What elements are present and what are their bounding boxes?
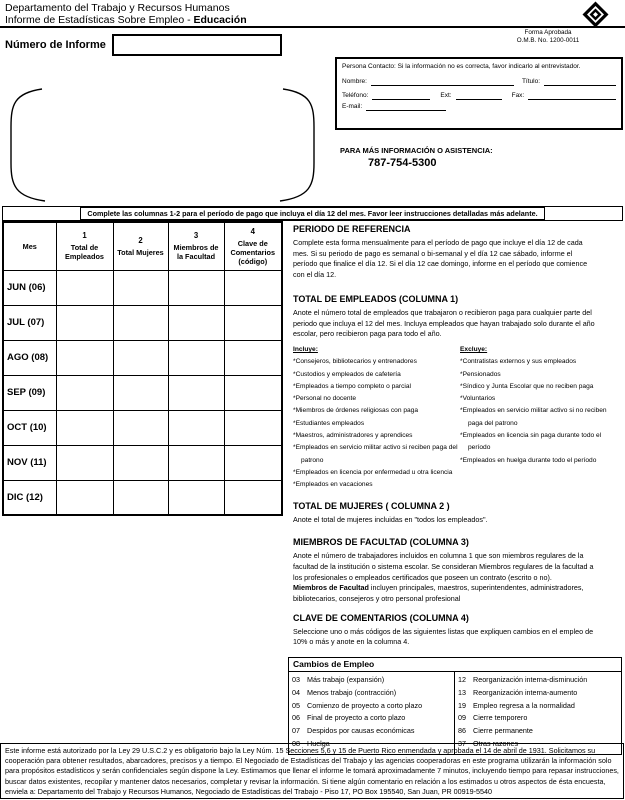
miembros-heading: MIEMBROS DE FACULTAD (COLUMNA 3) xyxy=(293,537,469,548)
col3-number: 3 xyxy=(193,231,199,241)
instruction-banner xyxy=(2,206,623,221)
contact-name-row xyxy=(342,78,616,86)
col2-number: 2 xyxy=(138,235,143,245)
omb-number: O.M.B. No. 1200-0011 xyxy=(516,36,580,44)
incluye-item: *Empleados en licencia por enfermedad u otra licencia xyxy=(293,468,453,476)
month-label: JUL (07) xyxy=(3,305,56,340)
cell-oct-mujeres[interactable] xyxy=(113,410,168,445)
code-number: 19 xyxy=(458,700,466,710)
code-label: Más trabajo (expansión) xyxy=(307,675,385,684)
table-header-row xyxy=(3,222,282,270)
report-number-input[interactable] xyxy=(112,34,282,56)
phone-label: Teléfono: xyxy=(342,91,369,99)
excluye-label: Excluye: xyxy=(460,345,488,353)
incluye-column xyxy=(293,344,460,492)
cell-oct-facultad[interactable] xyxy=(168,410,224,445)
code-item xyxy=(289,712,454,725)
cell-dic-facultad[interactable] xyxy=(168,480,224,515)
table-row-dic xyxy=(3,480,282,515)
code-label: Reorganización interna-aumento xyxy=(473,687,578,697)
form-header xyxy=(5,2,247,26)
col3-label: Miembros de la Facultad xyxy=(173,243,219,262)
report-number-label: Número de Informe xyxy=(5,39,106,51)
code-label: Cierre temporero xyxy=(473,713,528,723)
code-label: Despidos por causas económicas xyxy=(307,726,415,736)
code-number: 09 xyxy=(458,713,466,723)
contact-box xyxy=(335,57,623,130)
code-item xyxy=(455,725,621,738)
col2-label: Total Mujeres xyxy=(117,247,164,257)
table-row-sep xyxy=(3,375,282,410)
incluye-item: *Empleados a tiempo completo o parcial xyxy=(293,382,412,390)
report-title-text: Informe de Estadísticas Sobre Empleo - xyxy=(5,14,194,26)
code-item xyxy=(289,700,454,713)
instruction-banner-text: Complete las columnas 1-2 para el período de pago que incluya el día 12 del mes. Favor leer instrucciones detalladas más adelante. xyxy=(80,207,544,220)
department-title: Departamento del Trabajo y Recursos Humanos xyxy=(5,2,230,14)
ext-field[interactable] xyxy=(456,92,502,100)
cell-sep-empleados[interactable] xyxy=(56,375,113,410)
code-item xyxy=(455,700,621,713)
incluye-item: *Estudiantes empleados xyxy=(293,419,365,427)
miembros-body2-text: incluyen principales, maestros, superintendentes, administradores, bibliotecarios, consejeros y otro personal profesional xyxy=(293,583,584,603)
col-header-2 xyxy=(113,222,168,270)
col-header-mes xyxy=(3,222,56,270)
incluye-item: *Empleados en vacaciones xyxy=(293,481,373,489)
col-header-4 xyxy=(224,222,282,270)
clave-body: Seleccione uno o más códigos de las siguientes listas que expliquen cambios en el empleo de 10% o más y anote en la columna 4. xyxy=(293,626,594,647)
cell-jul-facultad[interactable] xyxy=(168,305,224,340)
cell-nov-clave[interactable] xyxy=(224,445,282,480)
cell-dic-clave[interactable] xyxy=(224,480,282,515)
cell-dic-empleados[interactable] xyxy=(56,480,113,515)
total-empleados-body: Anote el número total de empleados que trabajaron o recibieron paga para cualquier parte del periodo que incluya el 12 del mes. Incluya empleados que hayan trabajado solo durante el año escolar, pero recibieron paga para todo el año. xyxy=(293,307,595,339)
total-empleados-heading: TOTAL DE EMPLEADOS (COLUMNA 1) xyxy=(293,293,459,304)
cambios-empleo-columns xyxy=(289,672,621,754)
report-title-bold: Educación xyxy=(193,14,247,26)
cell-ago-mujeres[interactable] xyxy=(113,340,168,375)
col-header-1 xyxy=(56,222,113,270)
title-field[interactable] xyxy=(544,78,616,86)
table-row-oct xyxy=(3,410,282,445)
cell-ago-clave[interactable] xyxy=(224,340,282,375)
cell-jun-empleados[interactable] xyxy=(56,270,113,305)
assistance-phone: 787-754-5300 xyxy=(368,157,437,169)
legal-footer: Este informe está autorizado por la Ley 29 U.S.C.2 y es obligatorio bajo la Ley Núm. 15 Secciones 5,6 y 15 de Puerto Rico enmendada y aprobada el 14 de abril de 1931. Solicitamos su cooperación para obtener resultados, abarcadores, precisos y a tiempo. El Negociado de Estadísticas del Trabajo y las agencias cooperadoras en este programa utilizarán la información solo para propósitos estadísticos y serán confidenciales según dispone la Ley. Estimamos que llenar el informe le tomará aproximadamente 7 minutos, incluyendo tiempo para repasar instrucciones, buscar datos existentes, recopilar y mantener datos necesarios, completar y revisar la información. Si tiene algún comentario en relación a los estimados u otros aspectos de ésta encuesta, enviela a: Departamento del Trabajo y Recursos Humanos, Negociado de Estadísticas del Trabajo - Piso 17, PO Box 195540, San Juan, PR 00919-5540 xyxy=(0,743,624,799)
phone-field[interactable] xyxy=(372,92,430,100)
code-label: Cierre permanente xyxy=(473,726,533,736)
incluye-item: *Miembros de órdenes religiosas con paga xyxy=(293,407,418,415)
col1-label: Total de Empleados xyxy=(65,243,104,262)
cell-nov-facultad[interactable] xyxy=(168,445,224,480)
table-row-ago xyxy=(3,340,282,375)
col4-number: 4 xyxy=(250,226,255,236)
cell-nov-empleados[interactable] xyxy=(56,445,113,480)
fax-field[interactable] xyxy=(528,92,616,100)
cell-jun-facultad[interactable] xyxy=(168,270,224,305)
cell-sep-facultad[interactable] xyxy=(168,375,224,410)
cell-jul-mujeres[interactable] xyxy=(113,305,168,340)
email-field[interactable] xyxy=(366,103,446,111)
cell-jul-empleados[interactable] xyxy=(56,305,113,340)
code-item xyxy=(289,687,454,700)
col4-label: Clave de Comentarios (código) xyxy=(230,238,276,266)
include-exclude-lists xyxy=(293,344,623,492)
code-item xyxy=(455,674,621,687)
code-number: 04 xyxy=(292,687,300,697)
incluye-item: *Custodios y empleados de cafetería xyxy=(293,370,401,378)
employment-table xyxy=(2,221,283,516)
excluye-item: *Empleados en servicio militar activo si no reciben paga del patrono xyxy=(460,407,607,427)
assistance-label: PARA MÁS INFORMACIÓN O ASISTENCIA: xyxy=(340,146,493,155)
name-label: Nombre: xyxy=(342,77,367,85)
month-label: NOV (11) xyxy=(3,445,56,480)
excluye-column xyxy=(460,344,623,492)
incluye-item: *Maestros, administradores y aprendices xyxy=(293,432,413,439)
code-number: 13 xyxy=(458,687,466,697)
header-divider xyxy=(0,26,625,28)
code-label: Reorganización interna-disminución xyxy=(473,675,588,684)
code-label: Comienzo de proyecto a corto plazo xyxy=(307,700,423,710)
codes-left-column xyxy=(289,672,455,754)
incluye-label: Incluye: xyxy=(293,345,318,353)
excluye-item: *Voluntarios xyxy=(460,395,496,403)
cell-oct-clave[interactable] xyxy=(224,410,282,445)
cell-sep-mujeres[interactable] xyxy=(113,375,168,410)
report-title xyxy=(5,14,247,26)
cell-dic-mujeres[interactable] xyxy=(113,480,168,515)
email-label: E-mail: xyxy=(342,102,363,110)
incluye-item: *Empleados en servicio militar activo si reciben paga del patrono xyxy=(293,444,458,464)
code-label: Empleo regresa a la normalidad xyxy=(473,700,575,710)
code-item xyxy=(289,725,454,738)
month-label: JUN (06) xyxy=(3,270,56,305)
month-label: OCT (10) xyxy=(3,410,56,445)
code-number: 03 xyxy=(292,675,300,684)
title-label: Título: xyxy=(521,77,540,85)
cell-ago-empleados[interactable] xyxy=(56,340,113,375)
code-item xyxy=(455,712,621,725)
mes-header-label: Mes xyxy=(22,241,37,251)
name-field[interactable] xyxy=(371,78,514,86)
address-window-brackets xyxy=(0,85,330,205)
code-number: 86 xyxy=(458,726,466,736)
excluye-item: *Contratistas externos y sus empleados xyxy=(460,358,577,366)
excluye-item: *Empleados en huelga durante todo el período xyxy=(460,456,597,464)
cell-nov-mujeres[interactable] xyxy=(113,445,168,480)
table-row-jun xyxy=(3,270,282,305)
miembros-bold-lead: Miembros de Facultad xyxy=(293,583,369,593)
cell-sep-clave[interactable] xyxy=(224,375,282,410)
cell-ago-facultad[interactable] xyxy=(168,340,224,375)
cambios-empleo-title: Cambios de Empleo xyxy=(289,658,621,672)
contact-intro: Persona Contacto: Si la información no es correcta, favor indicarlo al entrevistador. xyxy=(342,63,581,70)
incluye-item: *Personal no docente xyxy=(293,395,357,403)
code-label: Menos trabajo (contracción) xyxy=(307,687,397,697)
clave-heading: CLAVE DE COMENTARIOS (COLUMNA 4) xyxy=(293,612,469,623)
code-label: Huelga xyxy=(307,738,330,748)
code-label: Otras razones xyxy=(473,738,519,748)
fax-label: Fax: xyxy=(511,91,525,99)
table-row-nov xyxy=(3,445,282,480)
code-number: 12 xyxy=(458,675,466,684)
cell-jun-clave[interactable] xyxy=(224,270,282,305)
forma-aprobada-line1: Forma Aprobada xyxy=(524,29,572,36)
code-item xyxy=(455,687,621,700)
forma-aprobada xyxy=(488,29,608,44)
cambios-empleo-box xyxy=(288,657,622,755)
diamond-agency-logo xyxy=(582,1,609,28)
code-number: 37 xyxy=(458,738,466,748)
code-label: Final de proyecto a corto plazo xyxy=(307,713,406,723)
month-label: DIC (12) xyxy=(3,480,56,515)
periodo-body: Complete esta forma mensualmente para el período de pago que incluye el día 12 de cada mes. Si su periodo de pago es semanal o bi-semanal y el día 12 cae sábado, informe el período que finalice el día 12. Si el día 12 cae domingo, informe en el período que comience con el día 12. xyxy=(293,238,588,280)
code-number: 05 xyxy=(292,700,300,710)
incluye-item: *Consejeros, bibliotecarios y entrenadores xyxy=(293,358,417,366)
instructions-panel xyxy=(293,222,623,648)
excluye-item: *Síndico y Junta Escolar que no reciben paga xyxy=(460,382,594,390)
month-label: SEP (09) xyxy=(3,375,56,410)
cell-oct-empleados[interactable] xyxy=(56,410,113,445)
miembros-body2 xyxy=(293,583,595,604)
excluye-item: *Empleados en licencia sin paga durante todo el período xyxy=(460,432,602,452)
excluye-item: *Pensionados xyxy=(460,370,501,378)
code-number: 08 xyxy=(292,738,300,748)
cell-jul-clave[interactable] xyxy=(224,305,282,340)
codes-right-column xyxy=(455,672,621,754)
table-row-jul xyxy=(3,305,282,340)
contact-phone-row xyxy=(342,92,616,100)
contact-email-row xyxy=(342,103,616,111)
periodo-heading: PERIODO DE REFERENCIA xyxy=(293,224,411,234)
total-mujeres-body: Anote el total de mujeres incluidas en "todos los empleados". xyxy=(293,515,488,525)
cell-jun-mujeres[interactable] xyxy=(113,270,168,305)
col1-number: 1 xyxy=(82,231,87,241)
code-number: 06 xyxy=(292,713,300,723)
month-label: AGO (08) xyxy=(3,340,56,375)
code-number: 07 xyxy=(292,726,300,736)
col-header-3 xyxy=(168,222,224,270)
miembros-body: Anote el número de trabajadores incluidos en columna 1 que son miembros regulares de la facultad de la institución o sistema escolar. Se consideran Miembros regulares de la facultad a los profesionales o empleados certificados que poseen un contrato (escrito o no). xyxy=(293,551,594,582)
total-mujeres-heading: TOTAL DE MUJERES ( COLUMNA 2 ) xyxy=(293,501,450,512)
ext-label: Ext: xyxy=(440,91,452,99)
code-item xyxy=(289,674,454,687)
